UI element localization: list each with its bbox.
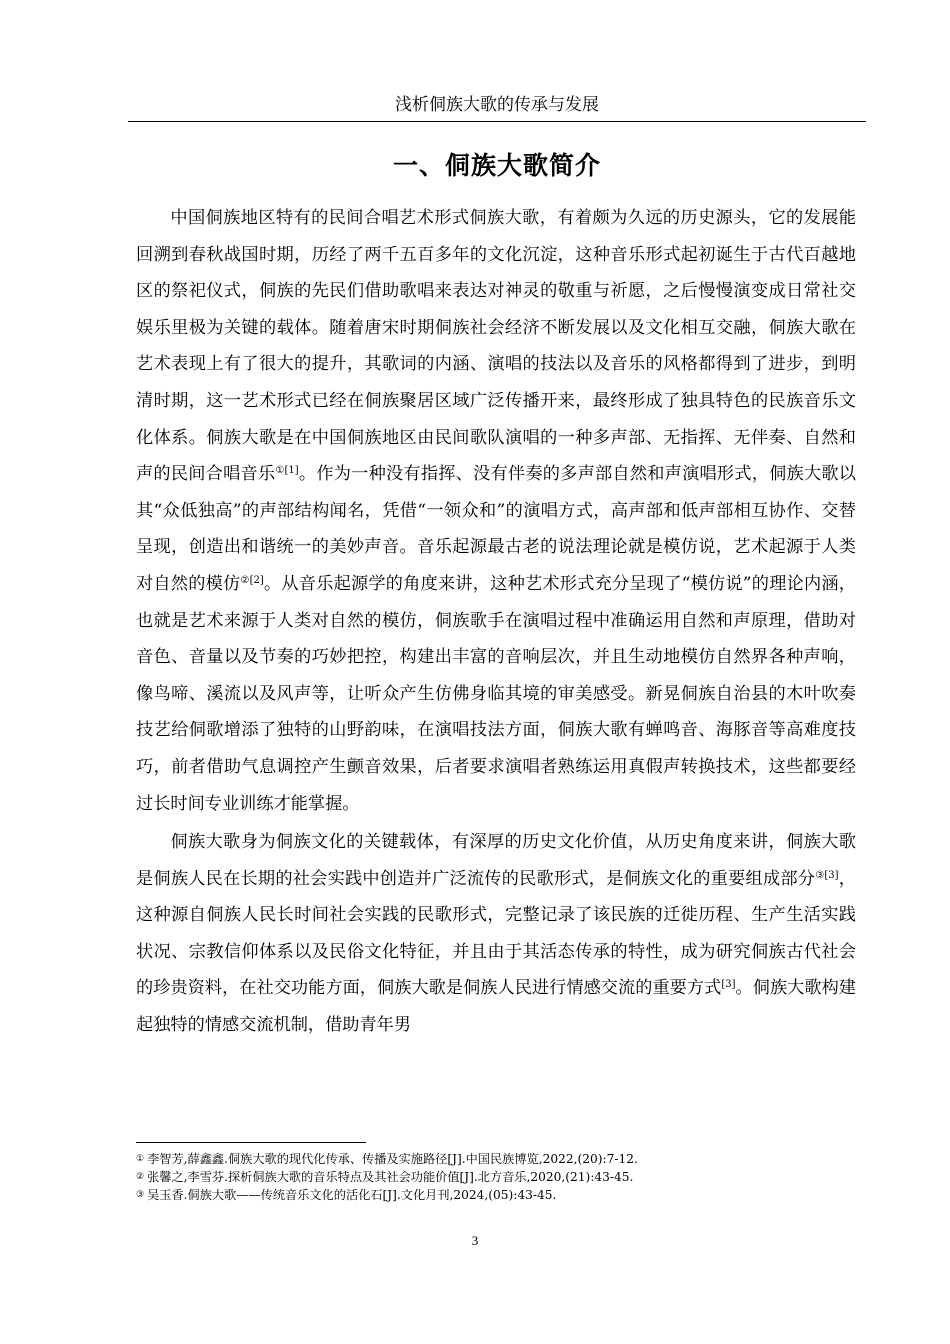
citation-ref-2[interactable]: [2] bbox=[249, 574, 264, 586]
paragraph-2-text-a: 侗族大歌身为侗族文化的关键载体，有深厚的历史文化价值，从历史角度来讲，侗族大歌是侗族人民在长期的社会实践中创造并广泛流传的民歌形式，是侗族文化的重要组成部分 bbox=[136, 832, 856, 889]
body-text bbox=[136, 200, 856, 1044]
paragraph-2 bbox=[136, 824, 856, 1044]
footnote-separator bbox=[136, 1142, 366, 1143]
running-header bbox=[128, 90, 866, 122]
footnote-mark-3[interactable]: ③ bbox=[815, 869, 825, 881]
footnote-3-mark: ③ bbox=[136, 1190, 145, 1200]
paragraph-2-text-c: 。侗族大歌构建起独特的情感交流机制，借助青年男 bbox=[136, 978, 856, 1036]
footnote-1 bbox=[136, 1150, 856, 1168]
footnote-1-mark: ① bbox=[136, 1154, 145, 1164]
paragraph-1-text-c: 。从音乐起源学的角度来讲，这种艺术形式充分呈现了“模仿说”的理论内涵，也就是艺术来源于人类对自然的模仿，侗族歌手在演唱过程中准确运用自然和声原理，借助对音色、音量以及节奏的巧妙把控，构建出丰富的音响层次，并且生动地模仿自然界各种声响，像鸟啼、溪流以及风声等，让听众产生仿佛身临其境的审美感受。新晃侗族自治县的木叶吹奏技艺给侗歌增添了独特的山野韵味，在演唱技法方面，侗族大歌有蝉鸣音、海豚音等高难度技巧，前者借助气息调控产生颤音效果，后者要求演唱者熟练运用真假声转换技术，这些都要经过长时间专业训练才能掌握。 bbox=[136, 573, 856, 814]
footnote-2-mark: ② bbox=[136, 1172, 145, 1182]
footnote-mark-1[interactable]: ① bbox=[275, 465, 285, 477]
page-number: 3 bbox=[471, 1233, 479, 1248]
section-title: 一、侗族大歌简介 bbox=[392, 151, 601, 180]
running-header-title: 浅析侗族大歌的传承与发展 bbox=[395, 95, 599, 115]
footnote-3-text: 吴玉香.侗族大歌——传统音乐文化的活化石[J].文化月刊,2024,(05):43-45. bbox=[147, 1188, 557, 1202]
footnote-2-text: 张馨之,李雪芬.探析侗族大歌的音乐特点及其社会功能价值[J].北方音乐,2020,(21):43-45. bbox=[147, 1170, 634, 1184]
paragraph-2-text-b: ，这种源自侗族人民长时间社会实践的民歌形式，完整记录了该民族的迁徙历程、生产生活实践状况、宗教信仰体系以及民俗文化特征，并且由于其活态传承的特性，成为研究侗族古代社会的珍贵资料，在社交功能方面，侗族大歌是侗族人民进行情感交流的重要方式 bbox=[136, 868, 856, 999]
paragraph-1-text-a: 中国侗族地区特有的民间合唱艺术形式侗族大歌，有着颇为久远的历史源头，它的发展能回溯到春秋战国时期，历经了两千五百多年的文化沉淀，这种音乐形式起初诞生于古代百越地区的祭祀仪式，侗族的先民们借助歌唱来表达对神灵的敬重与祈愿，之后慢慢演变成日常社交娱乐里极为关键的载体。随着唐宋时期侗族社会经济不断发展以及文化相互交融，侗族大歌在艺术表现上有了很大的提升，其歌词的内涵、演唱的技法以及音乐的风格都得到了进步，到明清时期，这一艺术形式已经在侗族聚居区域广泛传播开来，最终形成了独具特色的民族音乐文化体系。侗族大歌是在中国侗族地区由民间歌队演唱的一种多声部、无指挥、无伴奏、自然和声的民间合唱音乐 bbox=[136, 208, 856, 485]
footnote-mark-2[interactable]: ② bbox=[240, 574, 250, 586]
paragraph-1 bbox=[136, 200, 856, 822]
paragraph-1-text-b: 。作为一种没有指挥、没有伴奏的多声部自然和声演唱形式，侗族大歌以其“众低独高”的声部结构闻名，凭借“一领众和”的演唱方式，高声部和低声部相互协作、交替呈现，创造出和谐统一的美妙声音。音乐起源最古老的说法理论就是模仿说，艺术起源于人类对自然的模仿 bbox=[136, 464, 856, 594]
footnote-1-text: 李智芳,薛鑫鑫.侗族大歌的现代化传承、传播及实施路径[J].中国民族博览,2022,(20):7-12. bbox=[147, 1152, 638, 1166]
footnotes bbox=[136, 1150, 856, 1204]
footnote-2 bbox=[136, 1168, 856, 1186]
citation-ref-1[interactable]: [1] bbox=[284, 465, 299, 477]
citation-ref-3[interactable]: [3] bbox=[824, 869, 839, 881]
citation-ref-3b[interactable]: [3] bbox=[721, 979, 736, 991]
footnote-3 bbox=[136, 1186, 856, 1204]
